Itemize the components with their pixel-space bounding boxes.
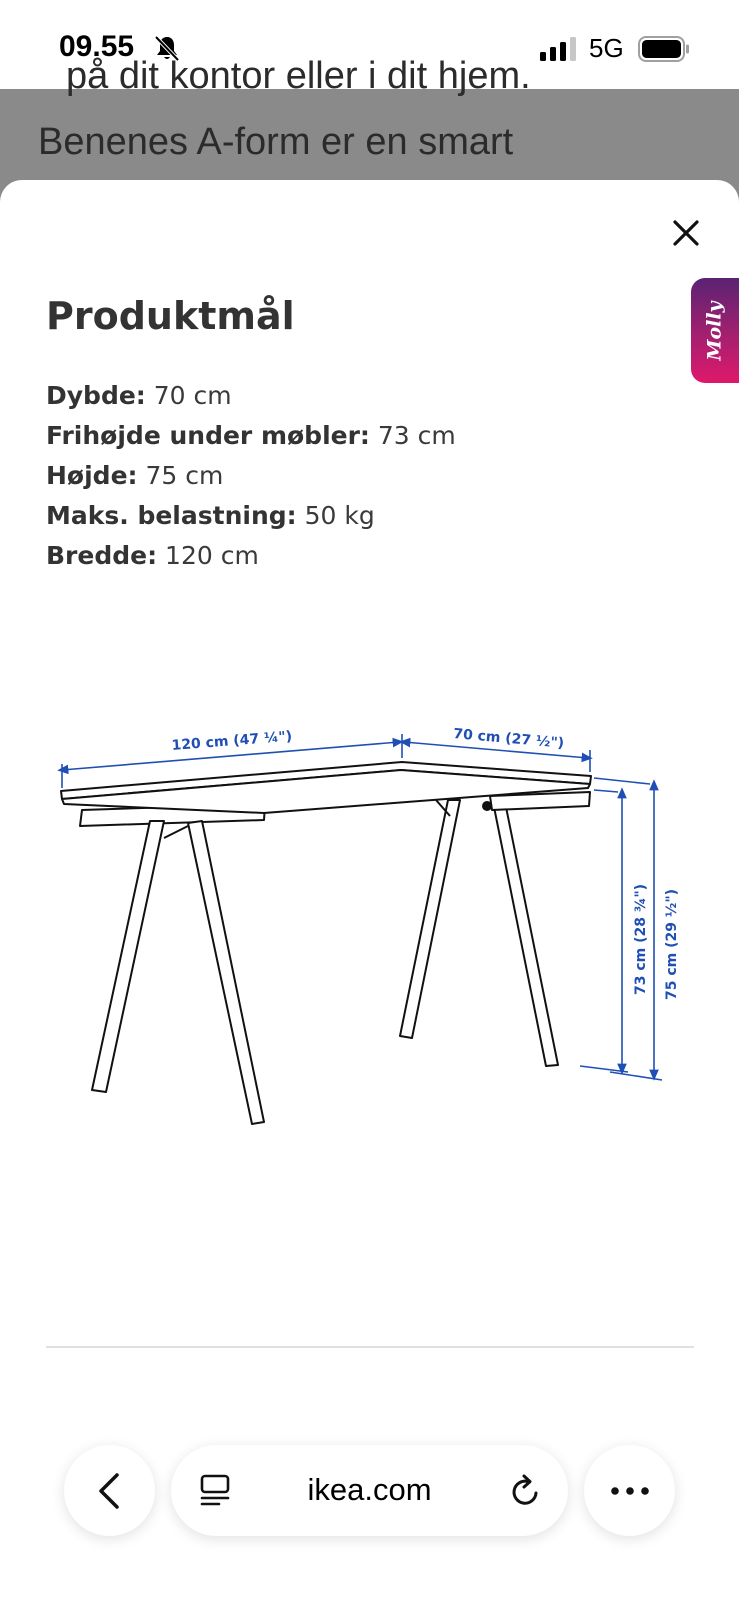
more-button[interactable] [584,1445,675,1536]
more-icon [610,1486,650,1496]
close-icon [672,219,700,247]
battery-icon [638,36,690,62]
molly-label: Molly [704,300,726,361]
back-icon [95,1471,125,1511]
table-dimension-drawing [50,720,700,1160]
background-text-line: Benenes A-form er en smart [38,121,514,163]
spec-row-width [46,536,456,576]
network-label: 5G [589,33,624,63]
spec-label: Dybde: [46,381,146,410]
width-dimension-label: 120 cm (47 ¼") [171,728,293,754]
back-button[interactable] [64,1445,155,1536]
clearance-dimension-label: 73 cm (28 ¾") [633,883,649,995]
spec-label: Frihøjde under møbler: [46,421,370,450]
spec-value: 70 cm [153,381,232,410]
spec-row-depth [46,376,456,416]
depth-dimension-label: 70 cm (27 ½") [452,726,565,752]
signal-icon [540,37,578,61]
spec-value: 120 cm [165,541,259,570]
spec-row-clearance [46,416,456,456]
height-dimension-label: 75 cm (29 ½") [664,888,680,1000]
url-text: ikea.com [307,1472,432,1507]
spec-value: 75 cm [145,461,224,490]
background-text-line: på dit kontor eller i dit hjem. [66,55,531,97]
table-outline [61,762,591,1124]
reload-icon[interactable] [509,1473,543,1509]
molly-chat-tab[interactable] [691,278,739,383]
spec-row-height [46,456,456,496]
spec-list [46,376,456,576]
spec-value: 50 kg [304,501,375,530]
spec-label: Bredde: [46,541,158,570]
spec-value: 73 cm [377,421,456,450]
status-time: 09.55 [59,30,135,63]
spec-label: Maks. belastning: [46,501,297,530]
address-bar[interactable] [171,1445,568,1536]
divider [46,1346,694,1348]
page-title: Produktmål [46,294,295,338]
spec-row-max-load [46,496,456,536]
close-button[interactable] [664,211,708,255]
spec-label: Højde: [46,461,138,490]
